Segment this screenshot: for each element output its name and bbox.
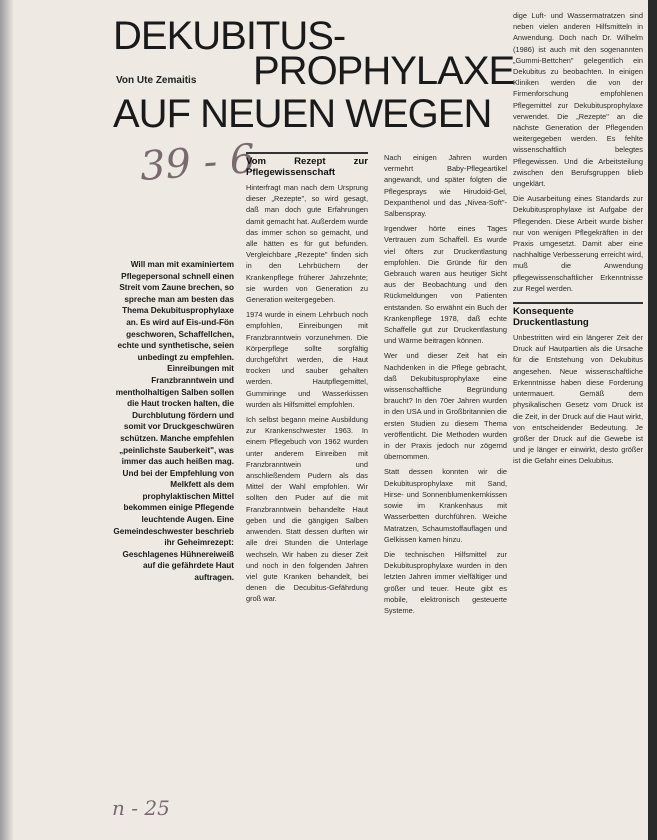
paragraph: Statt dessen konnten wir die Dekubitusprophylaxe mit Sand, Hirse- und Sonnenblumenkernkissen sowie im Krankenhaus mit Wasserbetten durchführen. Weiche Matratzen, Schaumstoffauflagen und Gelkissen kamen hinzu. (384, 467, 507, 544)
text-column-2 (384, 152, 507, 840)
handwritten-note-bottom: n - 25 (112, 796, 170, 820)
section-heading: Vom Rezept zur Pflegewissenschaft (246, 152, 368, 178)
text-column-1 (246, 152, 368, 840)
section-heading: Konsequente Druckentlastung (513, 302, 643, 328)
article-author: Von Ute Zemaitis (116, 75, 197, 86)
article-intro: Will man mit examiniertem Pflegepersonal schnell einen Streit vom Zaune brechen, so spreche man am besten das Thema Dekubitusprophylaxe an. Es wird auf Eis-und-Fön geschworen, Schaffellchen, echte und synthetische, seien unbedingt zu empfehlen. Einreibungen mit Franzbranntwein und mentholhaltigen Salben sollen die Haut trocken halten, die Durchblutung fördern und somit vor Druckgeschwüren schützen. Manche empfehlen „peinlichste Sauberkeit", was immer das auch heißen mag. Und bei der Empfehlung von Melkfett als dem prophylaktischen Mittel bekommen einige Pflegende leuchtende Augen. Eine Gemeindeschwester beschrieb ihr Geheimrezept: Geschlagenes Hühnereiweiß auf die gefährdete Haut auftragen. (113, 260, 234, 583)
article-title-line1: DEKUBITUS- (113, 14, 346, 58)
article-title-line3: AUF NEUEN WEGEN (113, 92, 492, 136)
paragraph: dige Luft- und Wassermatratzen sind neben vielen anderen Hilfsmitteln in Anwendung. Doch nach Dr. Wilhelm (1986) ist auch mit den sogenannten „Gummi-Bettchen" gelegentlich ein Dekubitus zu beobachten. In einigen Kliniken werden die von der Firmenforschung empfohlenen Pflegemittel zur Dekubitusprophylaxe verwendet. Die „Rezepte" an die nächste Generation der Pflegenden weitergegeben werden. Es fehlte wissenschaftlich belegtes Pflegewissen. Und die Arbeitsteilung zwischen den Berufsgruppen blieb ungeklärt. (513, 11, 643, 189)
paragraph: 1974 wurde in einem Lehrbuch noch empfohlen, Einreibungen mit Franzbranntwein vorzunehmen. Die Körperpflege sollte sorgfältig durchgeführt werden, die Haut trocken und sauber gehalten werden. Hautpflegemittel, Gummiringe und Wasserkissen wurden als Hilfsmittel empfohlen. (246, 310, 368, 409)
paragraph: Nach einigen Jahren wurden vermehrt Baby-Pflegeartikel angewandt, und später folgten die Pflegesprays wie Hirudoid-Gel, Dexpanthenol und das „Nivea-Soft"-Salbenspray. (384, 153, 507, 219)
scan-edge (648, 0, 657, 840)
text-column-3 (513, 10, 643, 700)
paragraph: Die technischen Hilfsmittel zur Dekubitusprophylaxe wurden in den letzten Jahren immer vielfältiger und größer und teuer. Heute gibt es mobile, elektronisch gesteuerte Systeme. (384, 549, 507, 615)
handwritten-note-top: 39 - 6 (138, 136, 257, 190)
article-title-line2: PROPHYLAXE (253, 49, 515, 93)
paragraph: Die Ausarbeitung eines Standards zur Dekubitusprophylaxe ist Aufgabe der Pflegenden. Diese Arbeit wurde bisher nur von wenigen Pflegekräften in der Praxis umgesetzt. Damit aber eine nachhaltige Verbesserung erreicht wird, muß die Anwendung pflegewissenschaftlicher Erkenntnisse zur Regel werden. (513, 194, 643, 293)
paragraph: Wer und dieser Zeit hat ein Nachdenken in die Pflege gebracht, daß Dekubitusprophylaxe eine wissenschaftliche Begründung braucht? In den 70er Jahren wurden in den USA und in Großbritannien die ersten Studien zu diesem Thema veröffentlicht. Die Methoden wurden in der Praxis jedoch nur zögernd übernommen. (384, 351, 507, 462)
paragraph: Irgendwer hörte eines Tages Vertrauen zum Schaffell. Es wurde viel öfters zur Druckentlastung empfohlen. Die Gründe für den Gebrauch waren aus heutiger Sicht aus der Beobachtung und den Rückmeldungen von Patienten entstanden. So erwähnt ein Buch der Krankenpflege 1978, daß echte Schaffelle gut zur Druckentlastung und Wärme beitragen können. (384, 224, 507, 346)
paragraph: Unbestritten wird ein längerer Zeit der Druck auf Hautpartien als die Ursache für die Entstehung von Dekubitus angesehen. Neue wissenschaftliche Erkenntnisse haben diese Forderung untermauert. Gemäß dem physikalischen Gesetz vom Druck ist die Zeit, in der Druck auf die Haut wirkt, von entscheidender Bedeutung. Je größer der Druck auf die Gewebe ist und je länger er einwirkt, desto größer ist die Gefahr eines Dekubitus. (513, 333, 643, 466)
page-gutter-shadow (0, 0, 14, 840)
paragraph: Hinterfragt man nach dem Ursprung dieser „Rezepte", so wird gesagt, daß man doch gute Erfahrungen damit gemacht hat. Außerdem wurde das immer schon so gemacht, und alle hätten es für gut befunden. Vergleichbare „Rezepte" finden sich in den Lehrbüchern der Krankenpflege früherer Jahrzehnte; sie wurden von Generation zu Generation weitergegeben. (246, 183, 368, 305)
paragraph: Ich selbst begann meine Ausbildung zur Krankenschwester 1963. In einem Pflegebuch von 1962 wurden unter anderem Einreiben mit Franzbranntwein und anschließendem Pudern als das Mittel der Wahl empfohlen. Wir sollten den Puder auf die mit Franzbranntwein behandelte Haut geben und die gängigen Salben anwenden. Statt dessen durften wir alle drei Stunden die Unterlage wechseln. Wir haben zu dieser Zeit und noch in den folgenden Jahren viel gute Kranken behandelt, bei denen die Decubitus-Gefährdung groß war. (246, 415, 368, 604)
